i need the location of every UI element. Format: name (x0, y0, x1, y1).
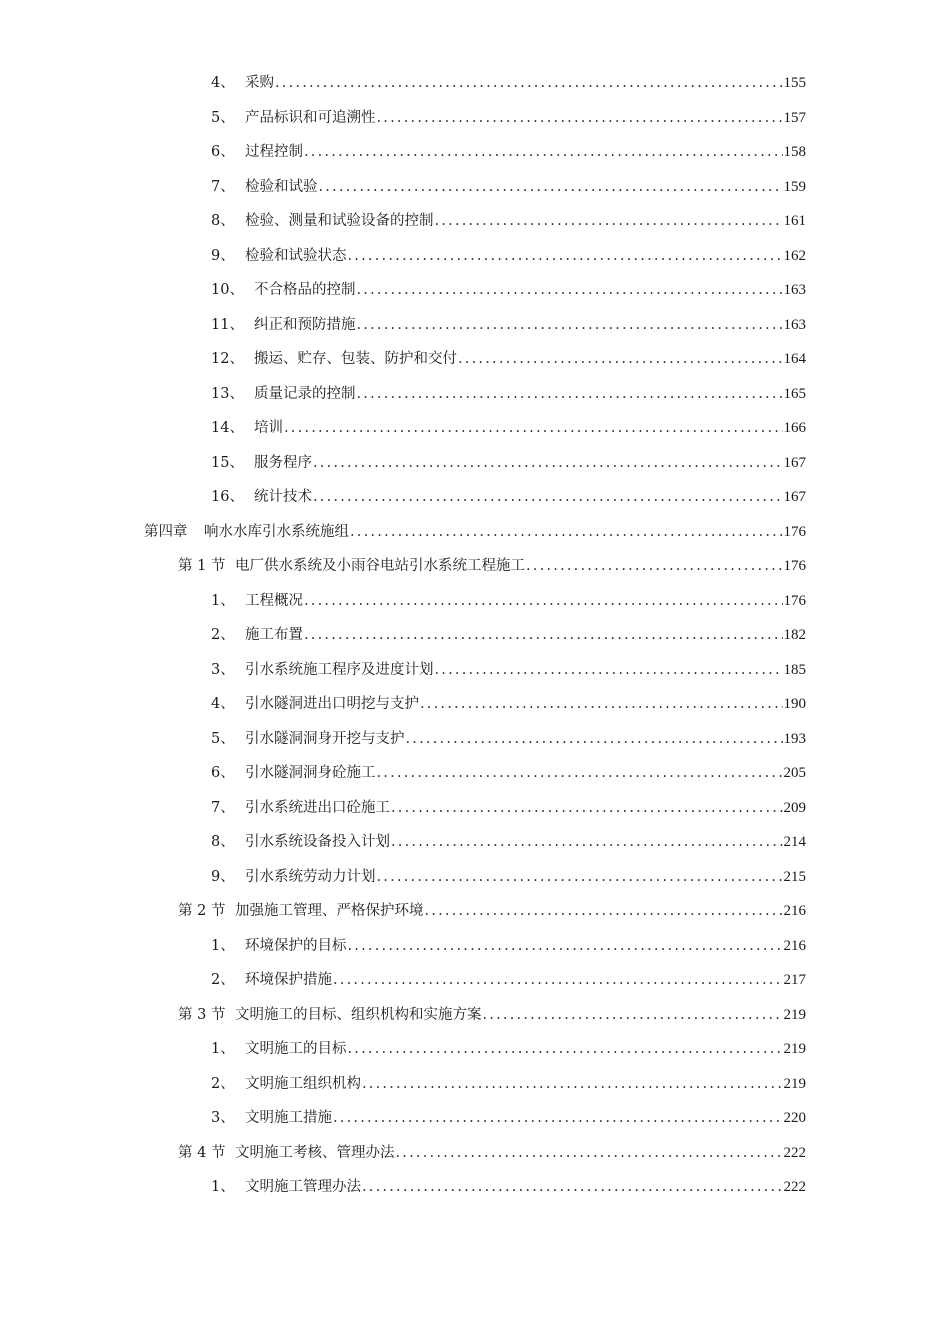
toc-entry-page-number: 205 (783, 765, 806, 781)
toc-leader-dots (420, 696, 783, 712)
toc-entry-number: 1、 (211, 1179, 235, 1195)
toc-entry-page-number: 182 (783, 627, 806, 643)
toc-leader-dots (333, 1110, 783, 1126)
toc-entry-number: 1、 (211, 592, 235, 609)
toc-entry-number: 15、 (211, 454, 244, 471)
toc-entry-number: 第 1 节 (178, 558, 226, 574)
toc-entry[interactable] (0, 968, 950, 1003)
toc-entry-page-number: 215 (783, 868, 806, 885)
toc-entry-number: 8、 (211, 834, 235, 850)
toc-entry-page-number: 163 (783, 316, 806, 333)
toc-entry[interactable] (0, 1037, 950, 1072)
toc-leader-dots (425, 903, 783, 919)
toc-entry-number: 6、 (211, 144, 235, 160)
toc-entry-number: 第四章 (144, 523, 188, 540)
toc-entry[interactable] (0, 106, 950, 141)
toc-leader-dots (350, 524, 783, 540)
toc-entry[interactable] (0, 692, 950, 727)
toc-entry-title: 文明施工的目标 (245, 1041, 347, 1057)
toc-entry-title: 纠正和预防措施 (254, 316, 356, 333)
toc-entry-number: 7、 (211, 178, 235, 195)
toc-entry-number: 5、 (211, 730, 235, 747)
toc-leader-dots (284, 420, 783, 436)
toc-entry[interactable] (0, 209, 950, 244)
toc-leader-dots (304, 627, 783, 643)
toc-leader-dots (458, 351, 783, 367)
toc-leader-dots (377, 765, 783, 781)
toc-entry[interactable] (0, 554, 950, 589)
toc-entry-number: 1、 (211, 937, 235, 954)
toc-entry[interactable] (0, 623, 950, 658)
toc-entry-page-number: 214 (783, 834, 806, 850)
toc-entry-page-number: 193 (783, 730, 806, 747)
toc-entry-title: 施工布置 (245, 627, 303, 643)
toc-entry-page-number: 161 (783, 213, 806, 229)
toc-leader-dots (313, 489, 783, 505)
toc-entry-title: 环境保护的目标 (245, 937, 347, 954)
toc-entry-number: 第 4 节 (178, 1144, 226, 1161)
toc-entry-page-number: 176 (783, 523, 806, 540)
toc-entry-title: 检验和试验状态 (245, 247, 347, 264)
toc-entry-page-number: 217 (783, 972, 806, 988)
toc-entry-title: 文明施工考核、管理办法 (235, 1144, 395, 1161)
toc-leader-dots (357, 282, 783, 298)
toc-entry-title: 检验和试验 (245, 178, 318, 195)
toc-entry-page-number: 162 (783, 247, 806, 264)
toc-entry-number: 3、 (211, 1110, 235, 1126)
toc-entry-number: 2、 (211, 1075, 235, 1092)
toc-entry[interactable] (0, 934, 950, 969)
toc-entry-page-number: 165 (783, 385, 806, 402)
toc-entry-page-number: 222 (783, 1179, 806, 1195)
toc-entry[interactable] (0, 278, 950, 313)
toc-entry[interactable] (0, 865, 950, 900)
toc-entry-page-number: 155 (783, 75, 806, 91)
toc-leader-dots (275, 75, 783, 91)
toc-entry-title: 检验、测量和试验设备的控制 (245, 213, 434, 229)
table-of-contents (0, 71, 950, 1210)
toc-entry[interactable] (0, 1003, 950, 1038)
toc-entry-title: 引水隧洞洞身砼施工 (245, 765, 376, 781)
toc-entry-page-number: 176 (783, 558, 806, 574)
toc-entry-number: 第 3 节 (178, 1006, 226, 1023)
toc-entry[interactable] (0, 347, 950, 382)
toc-entry-page-number: 219 (783, 1075, 806, 1092)
toc-entry[interactable] (0, 1141, 950, 1176)
toc-entry-title: 工程概况 (245, 592, 303, 609)
toc-entry[interactable] (0, 1072, 950, 1107)
toc-leader-dots (348, 248, 783, 264)
toc-entry-number: 11、 (211, 316, 244, 333)
toc-entry[interactable] (0, 382, 950, 417)
toc-leader-dots (526, 558, 783, 574)
toc-leader-dots (396, 1145, 783, 1161)
toc-entry-number: 6、 (211, 765, 235, 781)
toc-entry-page-number: 219 (783, 1006, 806, 1023)
toc-entry-title: 引水系统劳动力计划 (245, 868, 376, 885)
toc-entry-title: 电厂供水系统及小雨谷电站引水系统工程施工 (235, 558, 525, 574)
toc-entry-number: 4、 (211, 75, 235, 91)
toc-leader-dots (391, 800, 783, 816)
toc-entry-number: 9、 (211, 247, 235, 264)
toc-entry-page-number: 157 (783, 109, 806, 126)
toc-entry-page-number: 167 (783, 489, 806, 505)
toc-leader-dots (333, 972, 783, 988)
toc-leader-dots (348, 1041, 783, 1057)
toc-entry-title: 引水系统进出口砼施工 (245, 799, 390, 816)
toc-entry-page-number: 166 (783, 420, 806, 436)
toc-leader-dots (348, 938, 783, 954)
toc-entry-number: 10、 (211, 282, 244, 298)
toc-leader-dots (304, 144, 783, 160)
toc-entry[interactable] (0, 658, 950, 693)
toc-leader-dots (319, 179, 783, 195)
toc-entry-number: 2、 (211, 972, 235, 988)
toc-leader-dots (304, 593, 783, 609)
toc-entry[interactable] (0, 244, 950, 279)
toc-leader-dots (362, 1076, 783, 1092)
toc-entry-number: 16、 (211, 489, 244, 505)
toc-entry[interactable] (0, 520, 950, 555)
toc-entry-page-number: 209 (783, 799, 806, 816)
toc-entry-page-number: 164 (783, 351, 806, 367)
toc-entry-title: 搬运、贮存、包装、防护和交付 (254, 351, 457, 367)
toc-entry-page-number: 159 (783, 178, 806, 195)
toc-entry[interactable] (0, 1106, 950, 1141)
toc-entry-title: 引水系统设备投入计划 (245, 834, 390, 850)
toc-entry-page-number: 216 (783, 937, 806, 954)
toc-entry-number: 7、 (211, 799, 235, 816)
toc-entry-number: 12、 (211, 351, 244, 367)
toc-leader-dots (362, 1179, 783, 1195)
toc-leader-dots (391, 834, 783, 850)
toc-entry-title: 文明施工组织机构 (245, 1075, 361, 1092)
toc-leader-dots (313, 455, 783, 471)
toc-entry-number: 2、 (211, 627, 235, 643)
toc-entry-title: 不合格品的控制 (254, 282, 356, 298)
toc-entry-title: 采购 (245, 75, 274, 91)
toc-entry-title: 文明施工的目标、组织机构和实施方案 (235, 1006, 482, 1023)
toc-entry-title: 服务程序 (254, 454, 312, 471)
toc-entry-page-number: 219 (783, 1041, 806, 1057)
toc-leader-dots (483, 1007, 783, 1023)
toc-leader-dots (357, 386, 783, 402)
toc-entry-number: 14、 (211, 420, 244, 436)
toc-entry-number: 3、 (211, 661, 235, 678)
toc-entry[interactable] (0, 140, 950, 175)
toc-entry[interactable] (0, 1175, 950, 1210)
toc-entry-page-number: 185 (783, 661, 806, 678)
toc-leader-dots (377, 869, 783, 885)
toc-entry-page-number: 176 (783, 592, 806, 609)
toc-entry-number: 第 2 节 (178, 903, 226, 919)
toc-entry[interactable] (0, 416, 950, 451)
toc-entry-page-number: 216 (783, 903, 806, 919)
toc-entry-title: 文明施工措施 (245, 1110, 332, 1126)
toc-leader-dots (435, 213, 783, 229)
toc-entry-title: 环境保护措施 (245, 972, 332, 988)
toc-entry-number: 4、 (211, 696, 235, 712)
toc-entry-title: 过程控制 (245, 144, 303, 160)
toc-entry-title: 引水系统施工程序及进度计划 (245, 661, 434, 678)
toc-leader-dots (357, 317, 783, 333)
toc-entry-title: 统计技术 (254, 489, 312, 505)
toc-leader-dots (406, 731, 783, 747)
toc-entry[interactable] (0, 727, 950, 762)
toc-entry-page-number: 163 (783, 282, 806, 298)
toc-entry-title: 引水隧洞洞身开挖与支护 (245, 730, 405, 747)
toc-entry[interactable] (0, 830, 950, 865)
toc-entry-title: 加强施工管理、严格保护环境 (235, 903, 424, 919)
toc-entry-page-number: 167 (783, 454, 806, 471)
toc-entry-number: 8、 (211, 213, 235, 229)
toc-entry-number: 9、 (211, 868, 235, 885)
toc-entry-title: 培训 (254, 420, 283, 436)
toc-entry-number: 13、 (211, 385, 244, 402)
toc-entry-title: 文明施工管理办法 (245, 1179, 361, 1195)
toc-entry-title: 质量记录的控制 (254, 385, 356, 402)
toc-entry[interactable] (0, 796, 950, 831)
toc-entry[interactable] (0, 899, 950, 934)
toc-entry-page-number: 220 (783, 1110, 806, 1126)
toc-entry[interactable] (0, 589, 950, 624)
toc-entry-page-number: 222 (783, 1144, 806, 1161)
toc-entry[interactable] (0, 313, 950, 348)
toc-entry-page-number: 190 (783, 696, 806, 712)
toc-entry[interactable] (0, 71, 950, 106)
toc-entry-title: 引水隧洞进出口明挖与支护 (245, 696, 419, 712)
toc-entry-number: 1、 (211, 1041, 235, 1057)
toc-leader-dots (435, 662, 783, 678)
toc-entry-page-number: 158 (783, 144, 806, 160)
toc-entry[interactable] (0, 761, 950, 796)
toc-leader-dots (377, 110, 783, 126)
toc-entry[interactable] (0, 485, 950, 520)
toc-entry[interactable] (0, 175, 950, 210)
toc-entry[interactable] (0, 451, 950, 486)
toc-entry-number: 5、 (211, 109, 235, 126)
toc-entry-title: 产品标识和可追溯性 (245, 109, 376, 126)
toc-entry-title: 响水水库引水系统施组 (204, 523, 349, 540)
